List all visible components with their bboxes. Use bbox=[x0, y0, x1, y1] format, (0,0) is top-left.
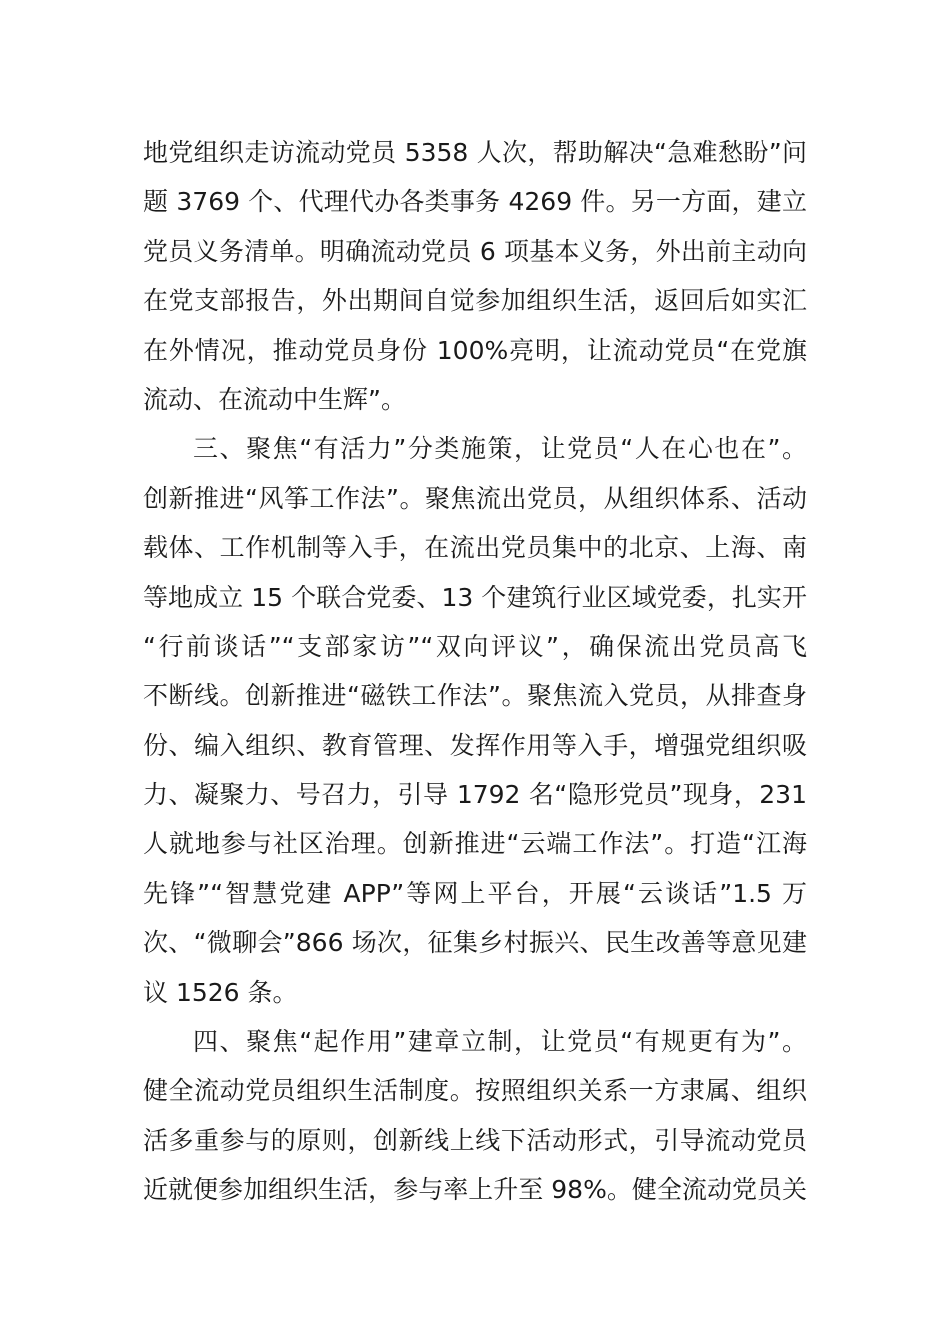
section-heading-four: 四、聚焦“起作用”建章立制，让党员“有规更有为”。 bbox=[193, 1027, 807, 1057]
text-line: 力、凝聚力、号召力，引导 1792 名“隐形党员”现身，231 bbox=[143, 780, 807, 810]
text-line: 人就地参与社区治理。创新推进“云端工作法”。打造“江海 bbox=[143, 829, 807, 859]
section-heading-three: 三、聚焦“有活力”分类施策，让党员“人在心也在”。 bbox=[193, 434, 807, 464]
text-line: 次、“微聊会”866 场次，征集乡村振兴、民生改善等意见建 bbox=[143, 928, 807, 958]
document-body bbox=[143, 128, 807, 1215]
text-line: 创新推进“风筝工作法”。聚焦流出党员，从组织体系、活动 bbox=[143, 483, 807, 513]
text-line: 近就便参加组织生活，参与率上升至 98%。健全流动党员关 bbox=[143, 1175, 807, 1205]
text-line: 在外情况，推动党员身份 100%亮明，让流动党员“在党旗 bbox=[143, 335, 807, 365]
text-line: 党员义务清单。明确流动党员 6 项基本义务，外出前主动向 bbox=[143, 236, 807, 266]
text-line: 不断线。创新推进“磁铁工作法”。聚焦流入党员，从排查身 bbox=[143, 681, 807, 711]
text-line: 题 3769 个、代理代办各类事务 4269 件。另一方面，建立 bbox=[143, 187, 807, 217]
text-line: 流动、在流动中生辉”。 bbox=[143, 384, 406, 414]
text-line: 健全流动党员组织生活制度。按照组织关系一方隶属、组织 bbox=[143, 1076, 807, 1106]
text-line: 在党支部报告，外出期间自觉参加组织生活，返回后如实汇 bbox=[143, 286, 807, 316]
text-line: 等地成立 15 个联合党委、13 个建筑行业区域党委，扎实开 bbox=[143, 582, 807, 612]
text-line: 地党组织走访流动党员 5358 人次，帮助解决“急难愁盼”问 bbox=[143, 138, 807, 167]
text-line: 议 1526 条。 bbox=[143, 977, 298, 1007]
text-line: 活多重参与的原则，创新线上线下活动形式，引导流动党员 bbox=[143, 1125, 807, 1155]
text-line: 先锋”“智慧党建 APP”等网上平台，开展“云谈话”1.5 万 bbox=[143, 878, 807, 908]
text-line: 载体、工作机制等入手，在流出党员集中的北京、上海、南 bbox=[143, 533, 807, 563]
text-line: “行前谈话”“支部家访”“双向评议”，确保流出党员高飞 bbox=[143, 631, 807, 661]
text-line: 份、编入组织、教育管理、发挥作用等入手，增强党组织吸 bbox=[143, 730, 807, 760]
